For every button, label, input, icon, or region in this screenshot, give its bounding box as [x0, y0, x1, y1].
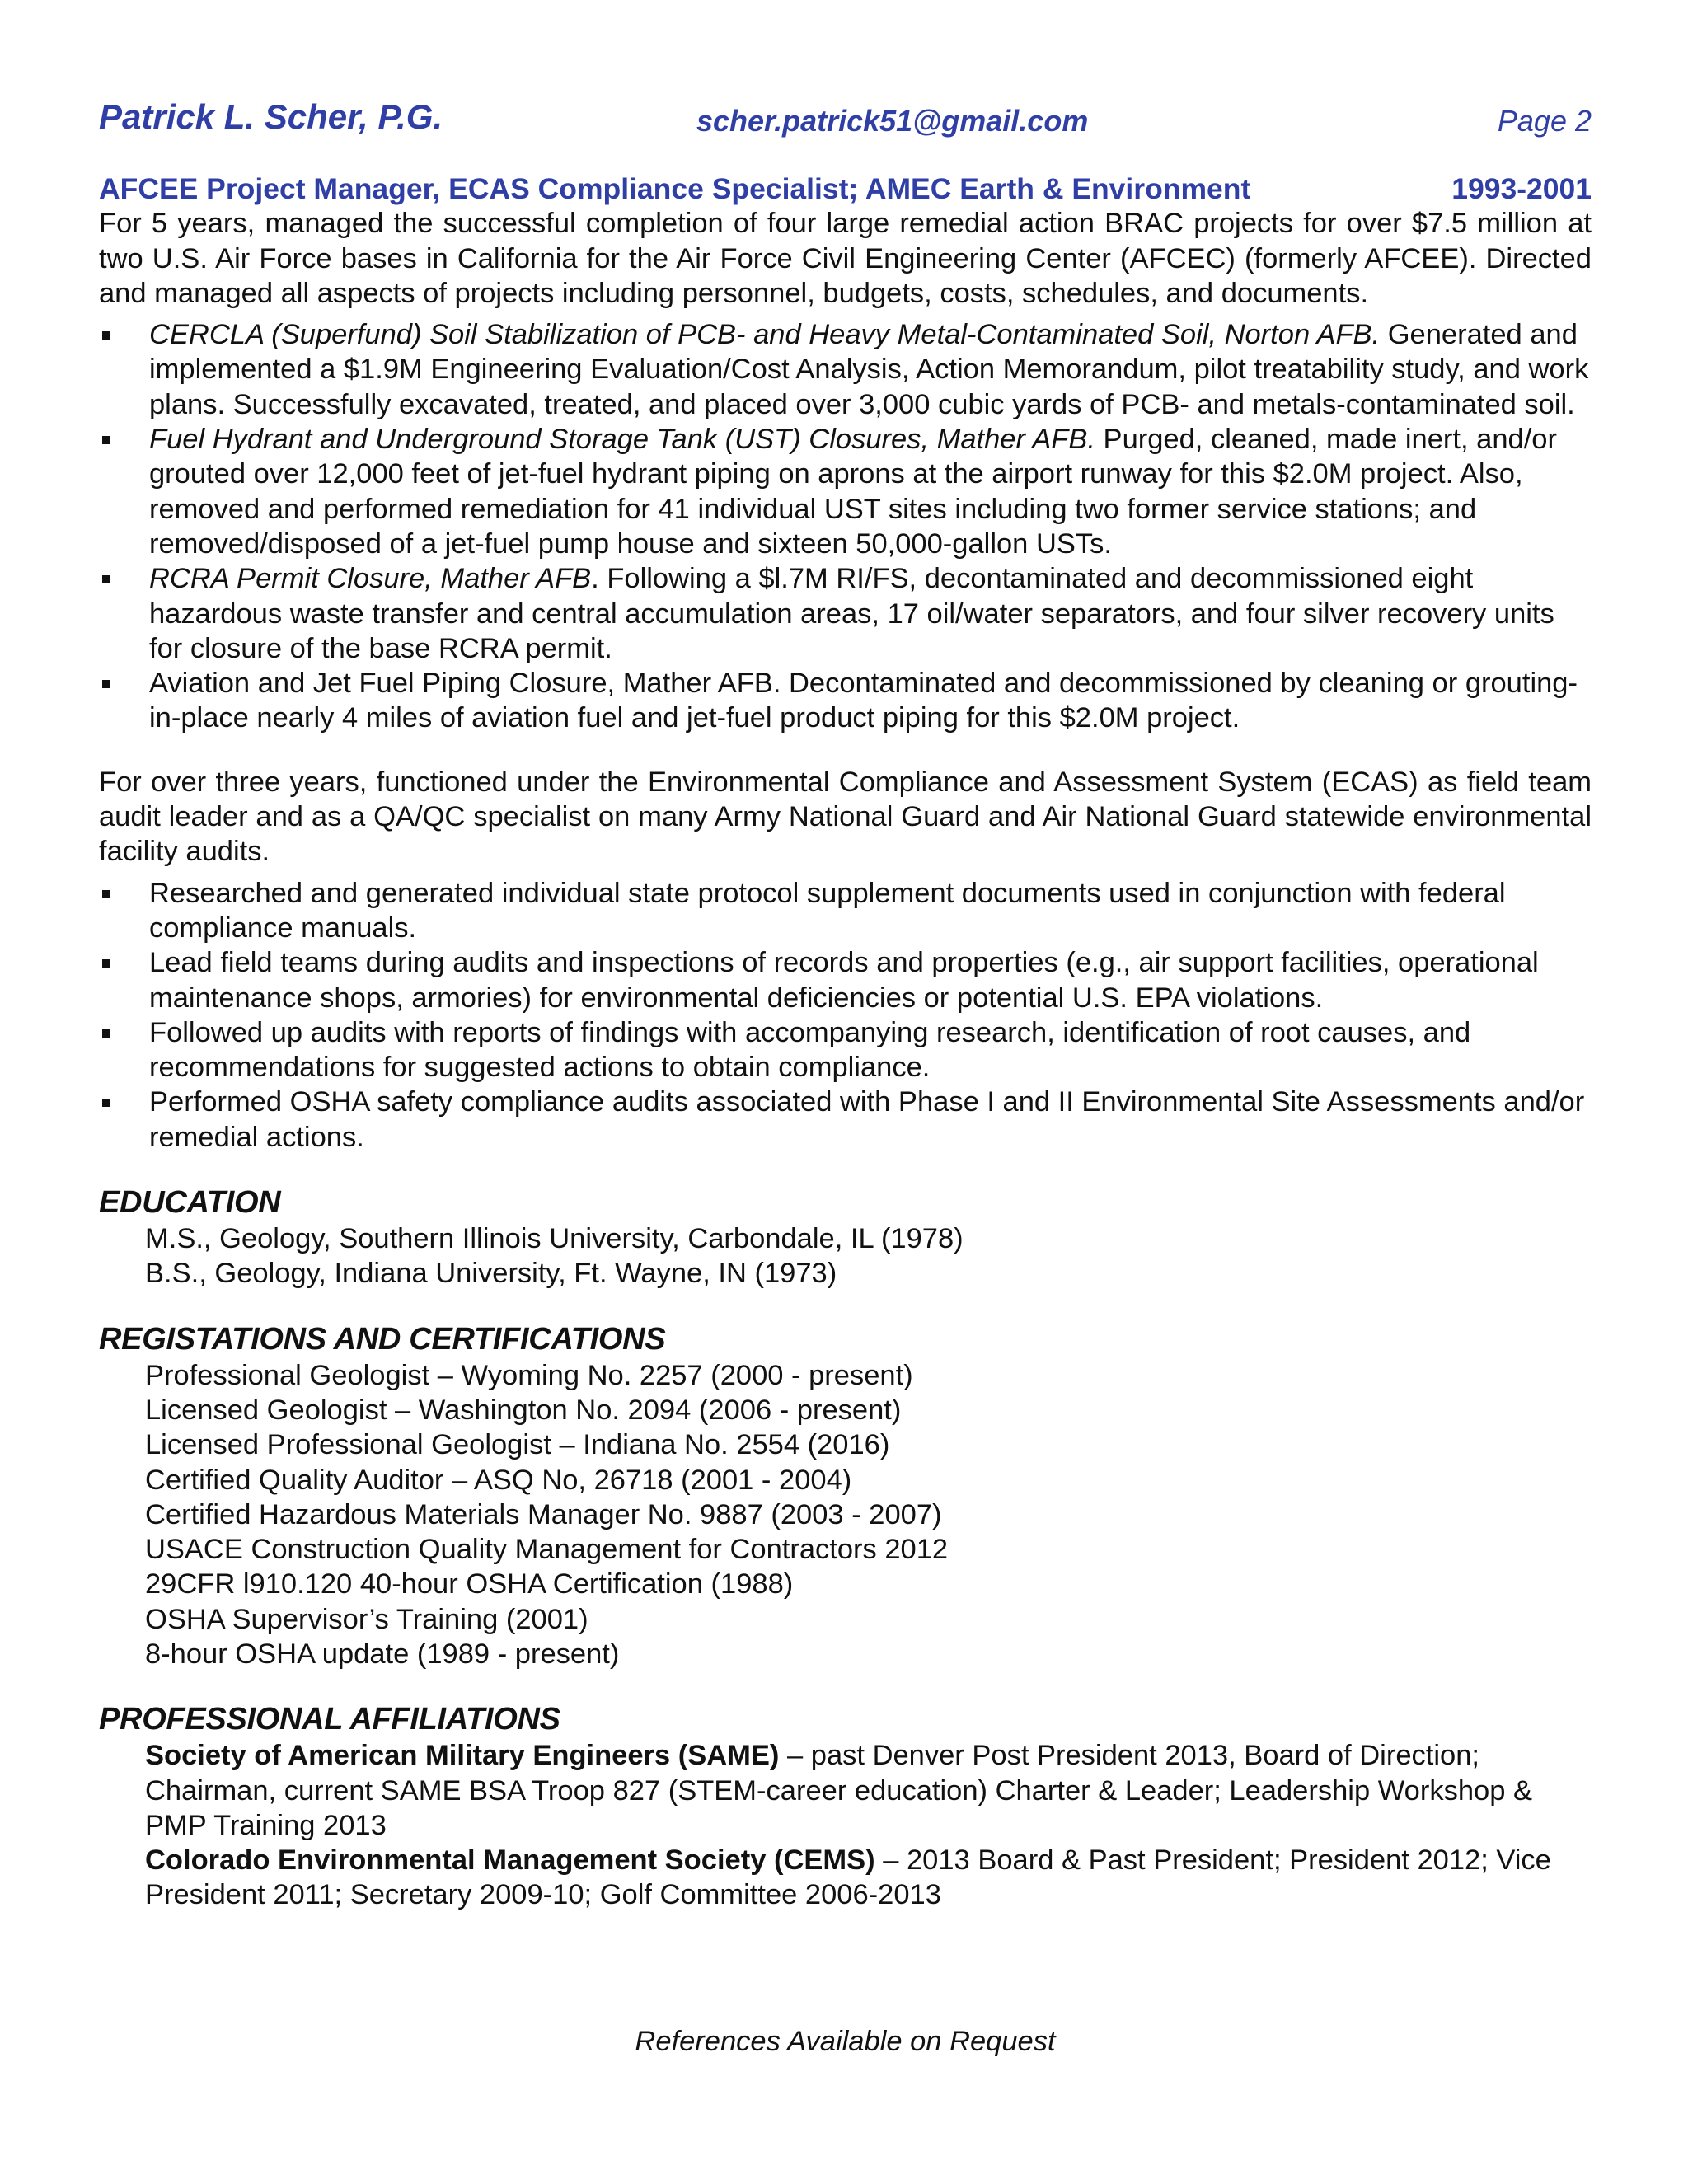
- spacer: [99, 1155, 1592, 1183]
- header-page-number: Page 2: [1497, 104, 1592, 138]
- job-dates: 1993-2001: [1451, 172, 1592, 205]
- affiliation-text: – 2013 Board & Past President; President 2012; Vice President 2011; Secretary 2009-10; Golf Committee 2006-2013: [145, 1844, 1551, 1911]
- bullet-icon: [102, 1099, 110, 1107]
- education-item: B.S., Geology, Indiana University, Ft. Wayne, IN (1973): [145, 1258, 837, 1290]
- ecas-item: Followed up audits with reports of findings with accompanying research, identification of root causes, and recommendations for suggested actions to obtain compliance.: [149, 1016, 1471, 1084]
- job-summary: For 5 years, managed the successful completion of four large remedial action BRAC projects for over $7.5 million at two U.S. Air Force bases in California for the Air Force Civil Engineering Center (AFCEC) (formerly AFCEE). Directed and managed all aspects of projects including personnel, budgets, costs, schedules, and documents.: [99, 208, 1592, 309]
- list-item: [99, 422, 1592, 561]
- ecas-item: Researched and generated individual state protocol supplement documents used in conjunction with federal compliance manuals.: [149, 877, 1506, 944]
- ecas-item: Lead field teams during audits and inspections of records and properties (e.g., air support facilities, operational maintenance shops, armories) for environmental deficiencies or potential U.S. EPA violations.: [149, 947, 1539, 1014]
- ecas-summary: For over three years, functioned under the Environmental Compliance and Assessment System (ECAS) as field team audit leader and as a QA/QC specialist on many Army National Guard and Air National Guard statewide environmental facility audits.: [99, 766, 1592, 868]
- registration-item: 8-hour OSHA update (1989 - present): [145, 1638, 620, 1670]
- ecas-item: Performed OSHA safety compliance audits associated with Phase I and II Environmental Site Assessments and/or remedial actions.: [149, 1086, 1585, 1153]
- bullet-icon: [102, 331, 110, 340]
- affiliations-heading: PROFESSIONAL AFFILIATIONS: [99, 1702, 560, 1737]
- project-text: . Following a $l.7M RI/FS, decontaminated and decommissioned eight hazardous waste transfer and central accumulation areas, 17 oil/water separators, and four silver recovery units for closure of the base RCRA permit.: [149, 563, 1554, 664]
- bullet-icon: [102, 959, 110, 968]
- spacer: [99, 736, 1592, 765]
- registration-item: Licensed Professional Geologist – Indiana No. 2554 (2016): [145, 1429, 890, 1461]
- registration-item: Professional Geologist – Wyoming No. 2257 (2000 - present): [145, 1359, 913, 1391]
- registration-item: Certified Quality Auditor – ASQ No, 26718 (2001 - 2004): [145, 1464, 852, 1496]
- project-title: RCRA Permit Closure, Mather AFB: [149, 563, 592, 595]
- job-title: AFCEE Project Manager, ECAS Compliance Specialist; AMEC Earth & Environment: [99, 172, 1251, 205]
- list-item: [99, 1085, 1592, 1155]
- bullet-icon: [102, 1029, 110, 1038]
- spacer: [99, 1671, 1592, 1700]
- project-title: CERCLA (Superfund) Soil Stabilization of PCB- and Heavy Metal-Contaminated Soil, Norton AFB.: [149, 319, 1381, 351]
- bullet-icon: [102, 680, 110, 688]
- project-title: Fuel Hydrant and Underground Storage Tank (UST) Closures, Mather AFB.: [149, 424, 1095, 456]
- project-text: Aviation and Jet Fuel Piping Closure, Mather AFB. Decontaminated and decommissioned by cleaning or grouting-in-place nearly 4 miles of aviation fuel and jet-fuel product piping for this $2.0M project.: [149, 668, 1578, 734]
- spacer: [99, 1291, 1592, 1320]
- resume-content: [99, 171, 1592, 1913]
- affiliation-item: [145, 1738, 1592, 1843]
- registrations-heading: REGISTATIONS AND CERTIFICATIONS: [99, 1321, 666, 1357]
- bullet-icon: [102, 890, 110, 898]
- list-item: [99, 317, 1592, 422]
- registrations-list: [99, 1358, 1592, 1672]
- bullet-icon: [102, 436, 110, 444]
- registration-item: 29CFR l910.120 40-hour OSHA Certification (1988): [145, 1568, 794, 1601]
- project-text: Generated and implemented a $1.9M Engineering Evaluation/Cost Analysis, Action Memorandum, pilot treatability study, and work plans. Successfully excavated, treated, and placed over 3,000 cubic yards of PCB- and metals-contaminated soil.: [149, 319, 1589, 420]
- page-header: [99, 97, 1592, 147]
- affiliations-list: [99, 1738, 1592, 1912]
- education-item: M.S., Geology, Southern Illinois University, Carbondale, IL (1978): [145, 1223, 964, 1255]
- project-list: [99, 317, 1592, 736]
- list-item: [99, 945, 1592, 1015]
- list-item: [99, 666, 1592, 736]
- list-item: [99, 876, 1592, 946]
- affiliation-item: [145, 1843, 1592, 1913]
- references-note: References Available on Request: [635, 2026, 1056, 2057]
- registration-item: USACE Construction Quality Management for Contractors 2012: [145, 1534, 949, 1566]
- ecas-list: [99, 876, 1592, 1155]
- affiliation-org: Colorado Environmental Management Society (CEMS): [145, 1844, 875, 1877]
- list-item: [99, 1015, 1592, 1085]
- job-title-row: [99, 171, 1592, 206]
- list-item: [99, 561, 1592, 666]
- education-list: [99, 1221, 1592, 1291]
- education-heading: EDUCATION: [99, 1185, 281, 1221]
- affiliation-org: Society of American Military Engineers (SAME): [145, 1740, 780, 1772]
- project-text: Purged, cleaned, made inert, and/or grouted over 12,000 feet of jet-fuel hydrant piping on aprons at the airport runway for this $2.0M project. Also, removed and performed remediation for 41 individual UST sites including two former service stations; and removed/disposed of a jet-fuel pump house and sixteen 50,000-gallon USTs.: [149, 424, 1557, 560]
- affiliation-text: – past Denver Post President 2013, Board of Direction; Chairman, current SAME BSA Troop 827 (STEM-career education) Charter & Leader; Leadership Workshop & PMP Training 2013: [145, 1740, 1532, 1841]
- registration-item: Licensed Geologist – Washington No. 2094 (2006 - present): [145, 1394, 902, 1426]
- registration-item: OSHA Supervisor’s Training (2001): [145, 1603, 588, 1635]
- header-email[interactable]: scher.patrick51@gmail.com: [696, 104, 1089, 138]
- bullet-icon: [102, 575, 110, 583]
- header-name: Patrick L. Scher, P.G.: [99, 97, 443, 136]
- registration-item: Certified Hazardous Materials Manager No. 9887 (2003 - 2007): [145, 1498, 942, 1530]
